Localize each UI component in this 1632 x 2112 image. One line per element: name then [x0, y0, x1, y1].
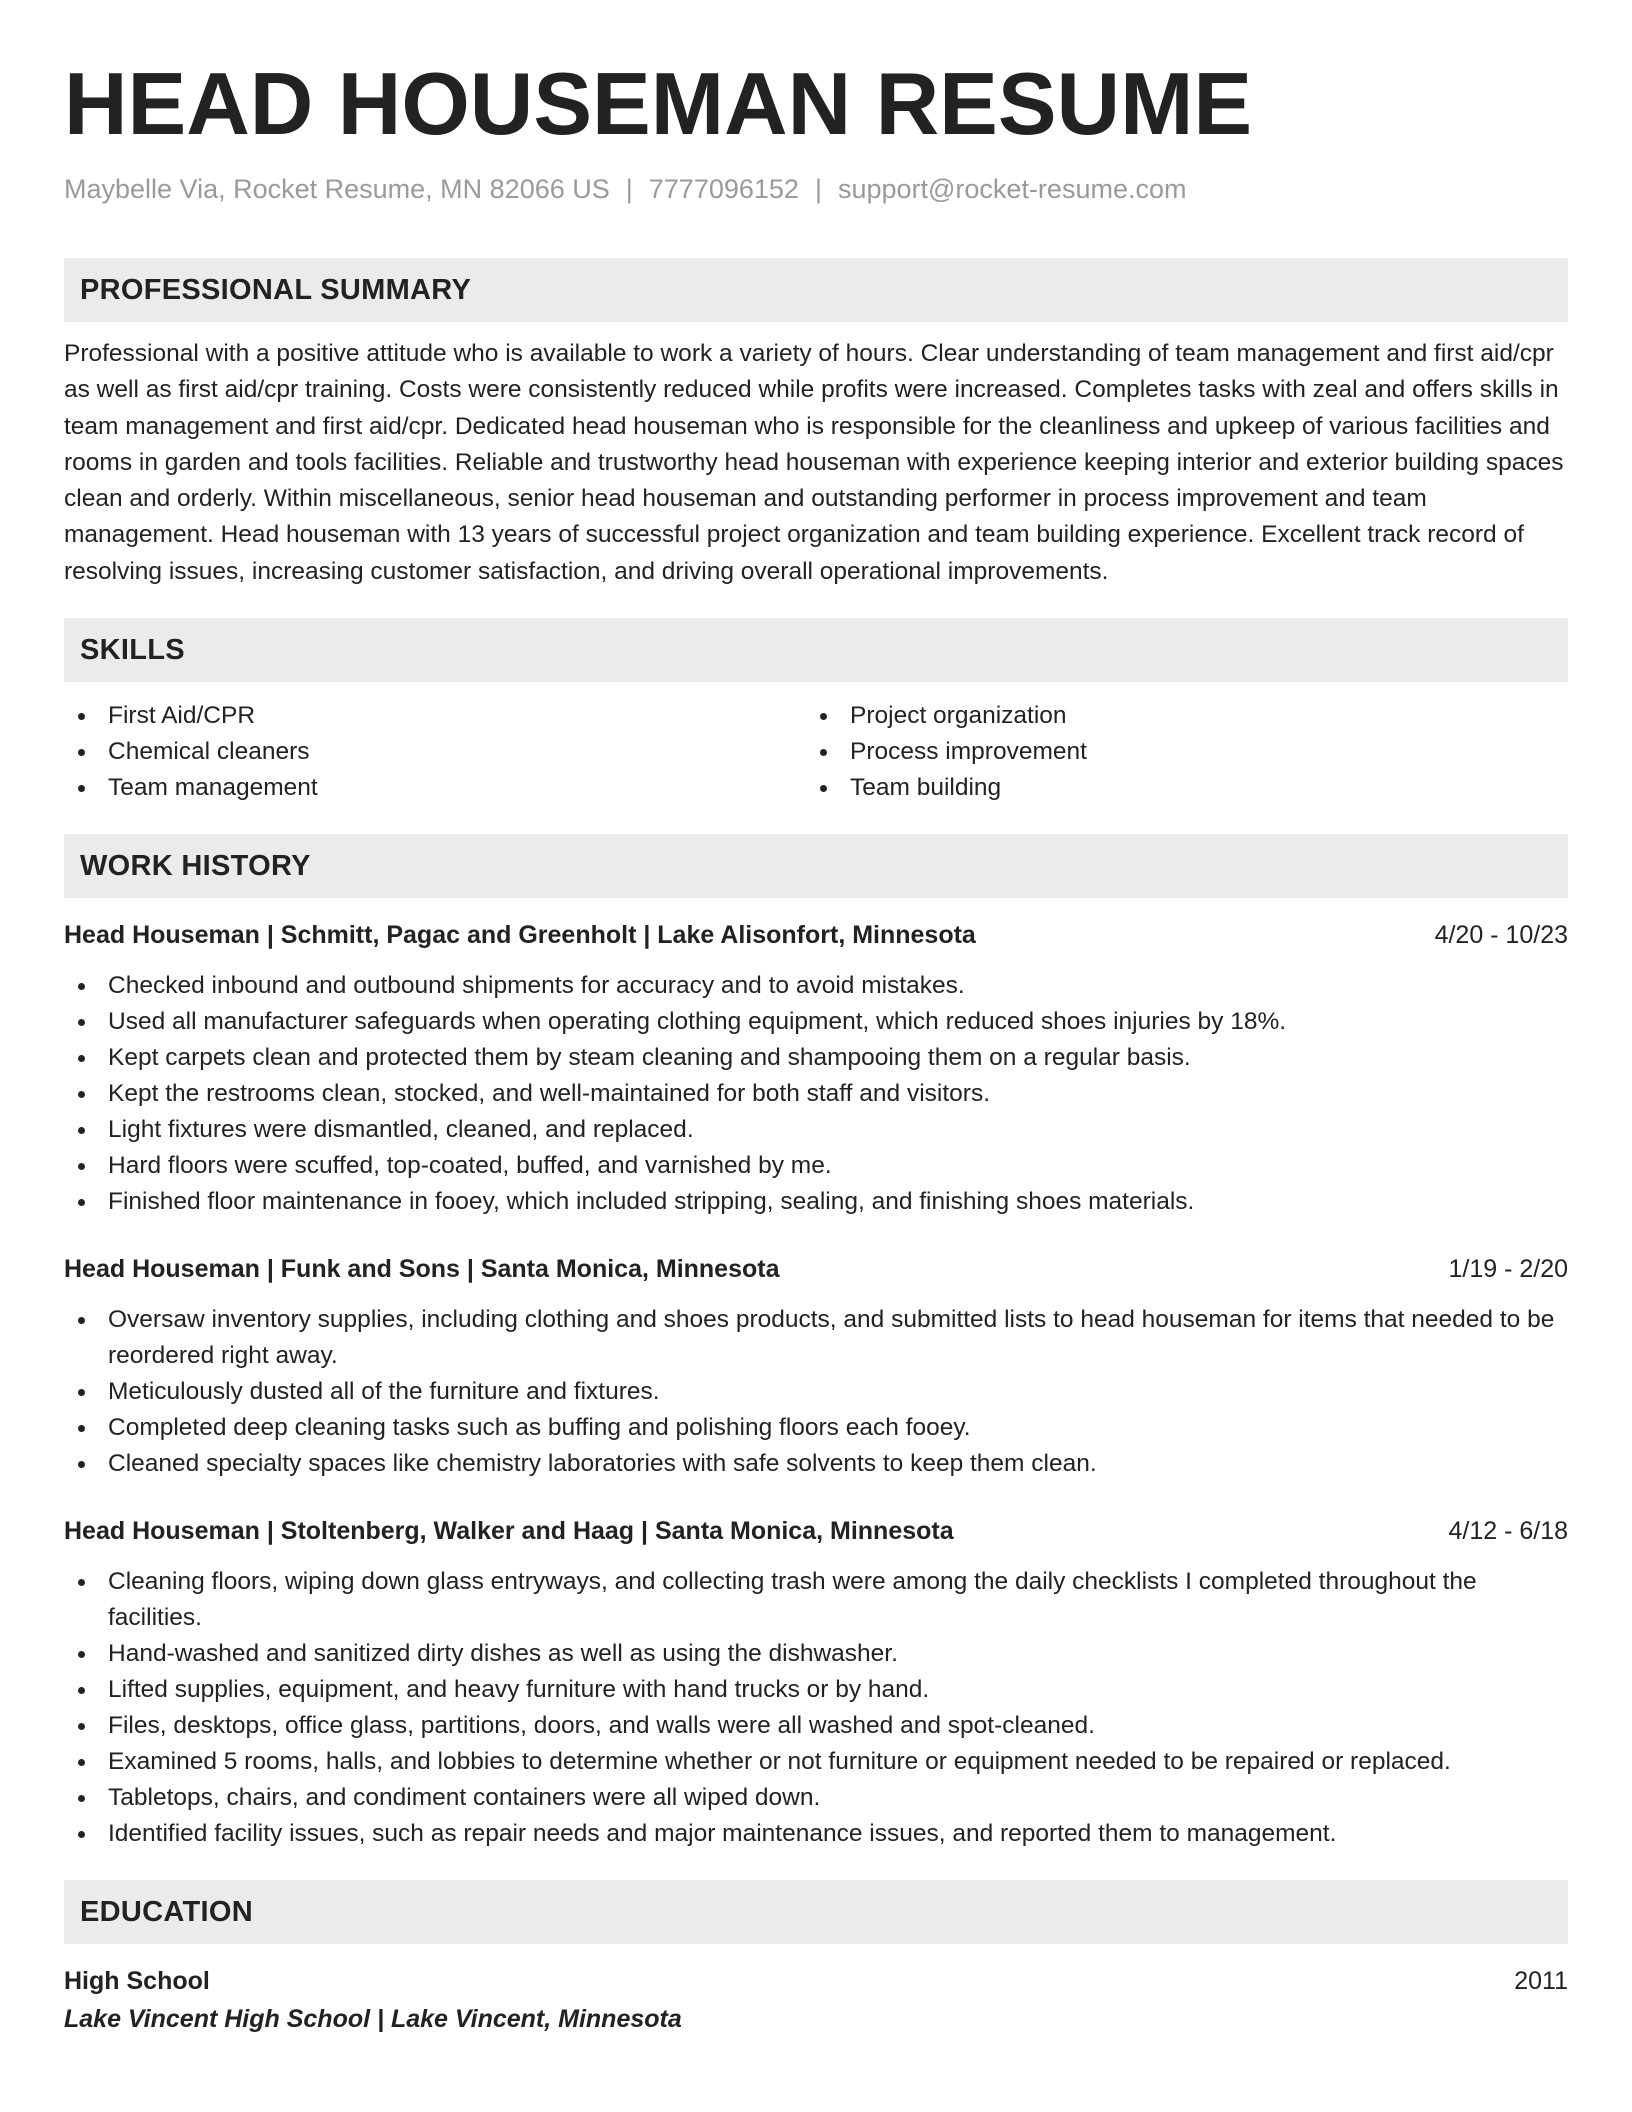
work-history-heading: WORK HISTORY [64, 834, 1568, 898]
job-bullet: Examined 5 rooms, halls, and lobbies to determine whether or not furniture or equipment needed to be repaired or replaced. [64, 1744, 1568, 1780]
job-entry [64, 1514, 1568, 1852]
job-bullet: Finished floor maintenance in fooey, which included stripping, sealing, and finishing shoes materials. [64, 1184, 1568, 1220]
job-bullet: Used all manufacturer safeguards when operating clothing equipment, which reduced shoes injuries by 18%. [64, 1004, 1568, 1040]
job-bullet: Tabletops, chairs, and condiment containers were all wiped down. [64, 1780, 1568, 1816]
skills-column-right [806, 698, 1548, 806]
job-bullet: Completed deep cleaning tasks such as buffing and polishing floors each fooey. [64, 1410, 1568, 1446]
contact-separator: | [814, 174, 822, 204]
education-year: 2011 [1514, 1967, 1568, 1996]
skill-item: Team building [806, 770, 1548, 806]
job-bullet: Lifted supplies, equipment, and heavy furniture with hand trucks or by hand. [64, 1672, 1568, 1708]
job-dates: 4/12 - 6/18 [1448, 1517, 1568, 1546]
skills-list [64, 698, 1568, 806]
skill-item: Process improvement [806, 734, 1548, 770]
job-bullet: Cleaning floors, wiping down glass entryways, and collecting trash were among the daily checklists I completed throughout the facilities. [64, 1564, 1568, 1636]
contact-email: support@rocket-resume.com [837, 174, 1187, 204]
resume-title: HEAD HOUSEMAN RESUME [64, 54, 1253, 153]
job-bullet: Oversaw inventory supplies, including clothing and shoes products, and submitted lists to head houseman for items that needed to be reordered right away. [64, 1302, 1568, 1374]
job-title: Head Houseman | Schmitt, Pagac and Greenholt | Lake Alisonfort, Minnesota [64, 921, 976, 950]
education-school: Lake Vincent High School | Lake Vincent, Minnesota [64, 2005, 682, 2034]
skill-item: Chemical cleaners [64, 734, 806, 770]
summary-text: Professional with a positive attitude who is available to work a variety of hours. Clear understanding of team management and first aid/cpr as well as first aid/cpr training. Costs were consistently reduced while profits were increased. Completes tasks with zeal and offers skills in team management and first aid/cpr. Dedicated head houseman who is responsible for the cleanliness and upkeep of various facilities and rooms in garden and tools facilities. Reliable and trustworthy head houseman with experience keeping interior and exterior building spaces clean and orderly. Within miscellaneous, senior head houseman and outstanding performer in process improvement and team management. Head houseman with 13 years of successful project organization and team building experience. Excellent track record of resolving issues, increasing customer satisfaction, and driving overall operational improvements. [64, 340, 1564, 585]
job-entry [64, 918, 1568, 1220]
job-dates: 1/19 - 2/20 [1448, 1255, 1568, 1284]
job-entry [64, 1252, 1568, 1482]
contact-separator: | [625, 174, 633, 204]
resume-page [64, 56, 1568, 2038]
education-heading: EDUCATION [64, 1880, 1568, 1944]
job-bullet: Identified facility issues, such as repair needs and major maintenance issues, and reported them to management. [64, 1816, 1568, 1852]
summary-heading: PROFESSIONAL SUMMARY [64, 258, 1568, 322]
job-bullet: Hard floors were scuffed, top-coated, buffed, and varnished by me. [64, 1148, 1568, 1184]
contact-phone: 7777096152 [648, 174, 799, 204]
education-degree: High School [64, 1967, 210, 1996]
job-bullet: Hand-washed and sanitized dirty dishes as well as using the dishwasher. [64, 1636, 1568, 1672]
education-entry [64, 1962, 1568, 2038]
skill-item: Project organization [806, 698, 1548, 734]
skill-item: First Aid/CPR [64, 698, 806, 734]
job-bullet: Light fixtures were dismantled, cleaned, and replaced. [64, 1112, 1568, 1148]
job-dates: 4/20 - 10/23 [1434, 921, 1568, 950]
skills-column-left [64, 698, 806, 806]
job-bullet: Kept the restrooms clean, stocked, and well-maintained for both staff and visitors. [64, 1076, 1568, 1112]
skills-heading: SKILLS [64, 618, 1568, 682]
job-title: Head Houseman | Stoltenberg, Walker and Haag | Santa Monica, Minnesota [64, 1517, 954, 1546]
job-bullet: Checked inbound and outbound shipments for accuracy and to avoid mistakes. [64, 968, 1568, 1004]
job-bullet: Files, desktops, office glass, partitions, doors, and walls were all washed and spot-cleaned. [64, 1708, 1568, 1744]
job-bullet: Cleaned specialty spaces like chemistry laboratories with safe solvents to keep them clean. [64, 1446, 1568, 1482]
job-bullet: Meticulously dusted all of the furniture and fixtures. [64, 1374, 1568, 1410]
job-bullet: Kept carpets clean and protected them by steam cleaning and shampooing them on a regular basis. [64, 1040, 1568, 1076]
contact-address: Maybelle Via, Rocket Resume, MN 82066 US [64, 174, 610, 204]
skill-item: Team management [64, 770, 806, 806]
job-title: Head Houseman | Funk and Sons | Santa Monica, Minnesota [64, 1255, 780, 1284]
contact-line [64, 172, 1568, 206]
